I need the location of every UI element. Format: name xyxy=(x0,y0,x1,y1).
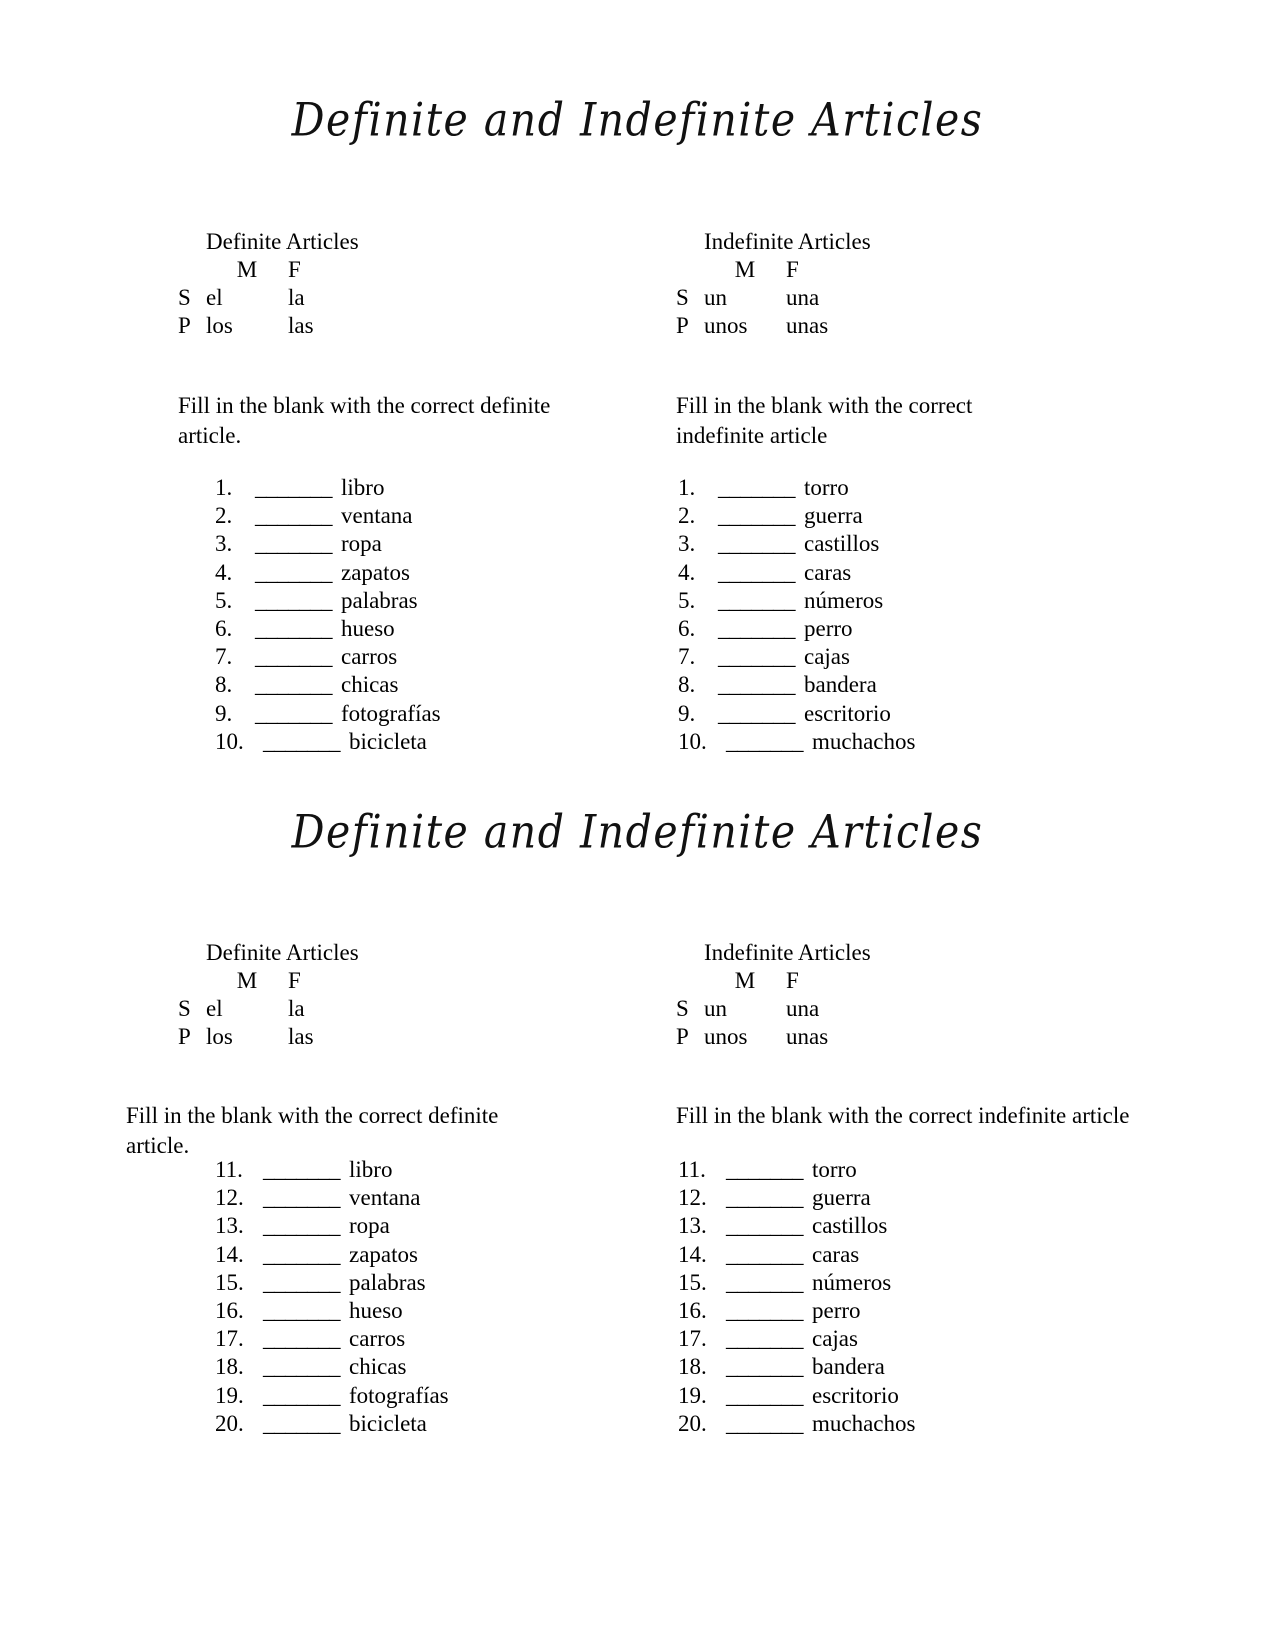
indefinite-articles-heading: Indefinite Articles xyxy=(704,940,871,965)
item-word: castillos xyxy=(804,531,880,557)
item-number: 18. xyxy=(215,1354,244,1380)
item-word: muchachos xyxy=(812,1410,916,1436)
answer-blank[interactable]: _______ xyxy=(718,672,795,698)
item-word: bicicleta xyxy=(349,728,427,754)
list-item[interactable] xyxy=(215,643,441,671)
list-item[interactable] xyxy=(678,502,915,530)
item-number: 12. xyxy=(215,1185,244,1211)
answer-blank[interactable]: _______ xyxy=(726,1410,803,1436)
list-item[interactable] xyxy=(678,1410,915,1438)
answer-blank[interactable]: _______ xyxy=(263,1157,340,1182)
list-item[interactable] xyxy=(678,1353,915,1381)
item-number: 16. xyxy=(215,1297,244,1323)
table-row xyxy=(676,312,876,340)
answer-blank[interactable]: _______ xyxy=(726,1213,803,1239)
table-row xyxy=(178,1023,378,1051)
item-word: perro xyxy=(804,615,853,641)
item-word: libro xyxy=(349,1157,393,1182)
item-word: castillos xyxy=(812,1213,888,1239)
cell-masculine-singular: el xyxy=(206,285,223,310)
cell-masculine-singular: un xyxy=(704,996,727,1021)
item-number: 3. xyxy=(678,531,696,557)
item-word: cajas xyxy=(804,644,850,670)
item-word: ropa xyxy=(341,531,382,557)
cell-feminine-singular: la xyxy=(288,996,305,1021)
list-item[interactable] xyxy=(215,1325,449,1353)
item-word: cajas xyxy=(812,1326,858,1352)
item-number: 8. xyxy=(215,672,233,698)
table-row xyxy=(178,312,378,340)
list-item[interactable] xyxy=(678,1382,915,1410)
row-label-singular: S xyxy=(178,996,191,1021)
column-header-f: F xyxy=(288,257,301,282)
definite-articles-heading: Definite Articles xyxy=(206,940,359,965)
cell-masculine-singular: un xyxy=(704,285,727,310)
row-label-plural: P xyxy=(178,1024,191,1049)
answer-blank[interactable]: _______ xyxy=(255,587,332,613)
answer-blank[interactable]: _______ xyxy=(263,1410,340,1436)
column-header-f: F xyxy=(786,257,799,282)
item-number: 17. xyxy=(215,1326,244,1352)
answer-blank[interactable]: _______ xyxy=(726,1157,803,1182)
definite-instructions-top: Fill in the blank with the correct definite article. xyxy=(178,393,551,448)
cell-feminine-singular: una xyxy=(786,996,820,1021)
list-item[interactable] xyxy=(215,700,441,728)
cell-masculine-singular: el xyxy=(206,996,223,1021)
item-word: fotografías xyxy=(341,700,441,726)
list-item[interactable] xyxy=(678,1325,915,1353)
list-item[interactable] xyxy=(678,1297,915,1325)
answer-blank[interactable]: _______ xyxy=(726,1354,803,1380)
list-item[interactable] xyxy=(678,474,915,502)
list-item[interactable] xyxy=(678,530,915,558)
table-row xyxy=(676,995,876,1023)
item-number: 18. xyxy=(678,1354,707,1380)
item-word: torro xyxy=(812,1157,857,1182)
list-item[interactable] xyxy=(215,1353,449,1381)
answer-blank[interactable]: _______ xyxy=(263,1269,340,1295)
column-header-m: M xyxy=(236,968,258,993)
indefinite-articles-table-top xyxy=(676,228,876,340)
page-title-top-text: Definite and Indefinite Articles xyxy=(291,93,984,147)
list-item[interactable] xyxy=(678,728,915,756)
cell-masculine-plural: unos xyxy=(704,313,748,338)
indefinite-instructions-bottom: Fill in the blank with the correct indefinite article xyxy=(676,1103,1130,1128)
item-word: caras xyxy=(804,559,852,585)
definite-articles-table-bottom xyxy=(178,939,378,1051)
list-item[interactable] xyxy=(215,474,441,502)
item-word: caras xyxy=(812,1241,860,1267)
answer-blank[interactable]: _______ xyxy=(255,672,332,698)
table-row xyxy=(178,284,378,312)
table-header-row xyxy=(178,967,378,995)
indefinite-exercise-list-top xyxy=(676,474,915,756)
table-row xyxy=(676,284,876,312)
answer-blank[interactable]: _______ xyxy=(263,1297,340,1323)
indefinite-instructions-top: Fill in the blank with the correct indefinite article xyxy=(676,393,973,448)
list-item[interactable] xyxy=(215,587,441,615)
answer-blank[interactable]: _______ xyxy=(263,1213,340,1239)
item-number: 11. xyxy=(678,1157,706,1182)
item-number: 13. xyxy=(215,1213,244,1239)
list-item[interactable] xyxy=(215,1297,449,1325)
cell-feminine-plural: las xyxy=(288,1024,314,1049)
item-number: 2. xyxy=(215,503,233,529)
item-number: 5. xyxy=(215,587,233,613)
item-word: números xyxy=(812,1269,892,1295)
answer-blank[interactable]: _______ xyxy=(263,1382,340,1408)
item-word: bicicleta xyxy=(349,1410,427,1436)
list-item[interactable] xyxy=(215,1212,449,1240)
column-header-m: M xyxy=(734,968,756,993)
item-word: guerra xyxy=(812,1185,871,1211)
item-word: zapatos xyxy=(349,1241,418,1267)
answer-blank[interactable]: _______ xyxy=(718,615,795,641)
item-number: 19. xyxy=(215,1382,244,1408)
row-label-singular: S xyxy=(676,285,689,310)
list-item[interactable] xyxy=(215,728,441,756)
answer-blank[interactable]: _______ xyxy=(263,728,340,754)
column-header-m: M xyxy=(734,257,756,282)
cell-feminine-plural: unas xyxy=(786,313,829,338)
page-title-bottom xyxy=(0,805,1275,859)
item-number: 1. xyxy=(215,475,233,500)
item-number: 2. xyxy=(678,503,696,529)
answer-blank[interactable]: _______ xyxy=(263,1354,340,1380)
row-label-plural: P xyxy=(178,313,191,338)
list-item[interactable] xyxy=(215,559,441,587)
answer-blank[interactable]: _______ xyxy=(726,1269,803,1295)
table-row xyxy=(178,995,378,1023)
definite-instructions-bottom: Fill in the blank with the correct definite article. xyxy=(126,1103,499,1158)
cell-masculine-plural: los xyxy=(206,1024,233,1049)
list-item[interactable] xyxy=(215,1241,449,1269)
item-word: palabras xyxy=(349,1269,426,1295)
item-word: perro xyxy=(812,1297,861,1323)
item-word: chicas xyxy=(341,672,399,698)
row-label-singular: S xyxy=(676,996,689,1021)
list-item[interactable] xyxy=(678,1269,915,1297)
page-title-bottom-text: Definite and Indefinite Articles xyxy=(291,805,984,859)
column-header-f: F xyxy=(786,968,799,993)
list-item[interactable] xyxy=(678,587,915,615)
item-number: 6. xyxy=(678,615,696,641)
answer-blank[interactable]: _______ xyxy=(726,1185,803,1211)
answer-blank[interactable]: _______ xyxy=(718,531,795,557)
answer-blank[interactable]: _______ xyxy=(255,700,332,726)
item-word: escritorio xyxy=(804,700,891,726)
item-word: torro xyxy=(804,475,849,500)
indefinite-exercise-list-bottom xyxy=(676,1156,915,1438)
item-number: 7. xyxy=(215,644,233,670)
item-number: 13. xyxy=(678,1213,707,1239)
definite-exercise-list-top xyxy=(178,474,441,756)
list-item[interactable] xyxy=(678,643,915,671)
item-number: 4. xyxy=(215,559,233,585)
answer-blank[interactable]: _______ xyxy=(726,1382,803,1408)
table-row xyxy=(676,1023,876,1051)
item-number: 6. xyxy=(215,615,233,641)
answer-blank[interactable]: _______ xyxy=(255,615,332,641)
item-number: 5. xyxy=(678,587,696,613)
table-header-row xyxy=(676,256,876,284)
item-number: 10. xyxy=(678,728,707,754)
item-number: 14. xyxy=(678,1241,707,1267)
answer-blank[interactable]: _______ xyxy=(255,644,332,670)
item-number: 9. xyxy=(678,700,696,726)
item-number: 19. xyxy=(678,1382,707,1408)
item-number: 12. xyxy=(678,1185,707,1211)
list-item[interactable] xyxy=(678,671,915,699)
list-item[interactable] xyxy=(678,700,915,728)
list-item[interactable] xyxy=(215,1156,449,1184)
answer-blank[interactable]: _______ xyxy=(263,1185,340,1211)
item-word: palabras xyxy=(341,587,418,613)
row-label-singular: S xyxy=(178,285,191,310)
definite-articles-heading: Definite Articles xyxy=(206,229,359,254)
answer-blank[interactable]: _______ xyxy=(726,1326,803,1352)
cell-feminine-plural: unas xyxy=(786,1024,829,1049)
item-number: 3. xyxy=(215,531,233,557)
answer-blank[interactable]: _______ xyxy=(726,1297,803,1323)
item-word: números xyxy=(804,587,884,613)
answer-blank[interactable]: _______ xyxy=(718,503,795,529)
list-item[interactable] xyxy=(678,1184,915,1212)
answer-blank[interactable]: _______ xyxy=(718,587,795,613)
indefinite-articles-table-bottom xyxy=(676,939,876,1051)
list-item[interactable] xyxy=(678,1212,915,1240)
answer-blank[interactable]: _______ xyxy=(718,559,795,585)
list-item[interactable] xyxy=(678,1156,915,1184)
item-number: 7. xyxy=(678,644,696,670)
page-title-top xyxy=(0,93,1275,147)
indefinite-articles-heading: Indefinite Articles xyxy=(704,229,871,254)
item-number: 11. xyxy=(215,1157,243,1182)
column-header-f: F xyxy=(288,968,301,993)
item-word: escritorio xyxy=(812,1382,899,1408)
list-item[interactable] xyxy=(215,671,441,699)
item-word: carros xyxy=(341,644,398,670)
item-word: hueso xyxy=(349,1297,403,1323)
definite-articles-table-top xyxy=(178,228,378,340)
answer-blank[interactable]: _______ xyxy=(263,1241,340,1267)
answer-blank[interactable]: _______ xyxy=(718,644,795,670)
item-number: 20. xyxy=(215,1410,244,1436)
item-word: chicas xyxy=(349,1354,407,1380)
row-label-plural: P xyxy=(676,313,689,338)
cell-feminine-plural: las xyxy=(288,313,314,338)
column-header-m: M xyxy=(236,257,258,282)
item-number: 20. xyxy=(678,1410,707,1436)
item-word: bandera xyxy=(804,672,877,698)
item-number: 10. xyxy=(215,728,244,754)
definite-exercise-list-bottom xyxy=(178,1156,449,1438)
item-number: 15. xyxy=(678,1269,707,1295)
answer-blank[interactable]: _______ xyxy=(255,531,332,557)
cell-feminine-singular: la xyxy=(288,285,305,310)
row-label-plural: P xyxy=(676,1024,689,1049)
item-number: 17. xyxy=(678,1326,707,1352)
table-header-row xyxy=(676,967,876,995)
answer-blank[interactable]: _______ xyxy=(255,503,332,529)
answer-blank[interactable]: _______ xyxy=(726,1241,803,1267)
item-number: 8. xyxy=(678,672,696,698)
list-item[interactable] xyxy=(215,530,441,558)
cell-masculine-plural: unos xyxy=(704,1024,748,1049)
item-word: zapatos xyxy=(341,559,410,585)
list-item[interactable] xyxy=(215,1184,449,1212)
list-item[interactable] xyxy=(678,559,915,587)
cell-masculine-plural: los xyxy=(206,313,233,338)
item-number: 14. xyxy=(215,1241,244,1267)
item-number: 15. xyxy=(215,1269,244,1295)
list-item[interactable] xyxy=(678,1241,915,1269)
list-item[interactable] xyxy=(215,615,441,643)
item-word: hueso xyxy=(341,615,395,641)
answer-blank[interactable]: _______ xyxy=(718,475,795,500)
answer-blank[interactable]: _______ xyxy=(726,728,803,754)
list-item[interactable] xyxy=(678,615,915,643)
item-number: 16. xyxy=(678,1297,707,1323)
list-item[interactable] xyxy=(215,1269,449,1297)
item-word: ropa xyxy=(349,1213,390,1239)
item-word: ventana xyxy=(341,503,413,529)
answer-blank[interactable]: _______ xyxy=(255,475,332,500)
item-word: muchachos xyxy=(812,728,916,754)
item-word: fotografías xyxy=(349,1382,449,1408)
cell-feminine-singular: una xyxy=(786,285,820,310)
table-header-row xyxy=(178,256,378,284)
list-item[interactable] xyxy=(215,1382,449,1410)
item-number: 4. xyxy=(678,559,696,585)
answer-blank[interactable]: _______ xyxy=(255,559,332,585)
item-word: bandera xyxy=(812,1354,885,1380)
item-number: 9. xyxy=(215,700,233,726)
item-word: guerra xyxy=(804,503,863,529)
item-word: libro xyxy=(341,475,385,500)
item-number: 1. xyxy=(678,475,696,500)
item-word: carros xyxy=(349,1326,406,1352)
item-word: ventana xyxy=(349,1185,421,1211)
answer-blank[interactable]: _______ xyxy=(718,700,795,726)
list-item[interactable] xyxy=(215,502,441,530)
answer-blank[interactable]: _______ xyxy=(263,1326,340,1352)
list-item[interactable] xyxy=(215,1410,449,1438)
